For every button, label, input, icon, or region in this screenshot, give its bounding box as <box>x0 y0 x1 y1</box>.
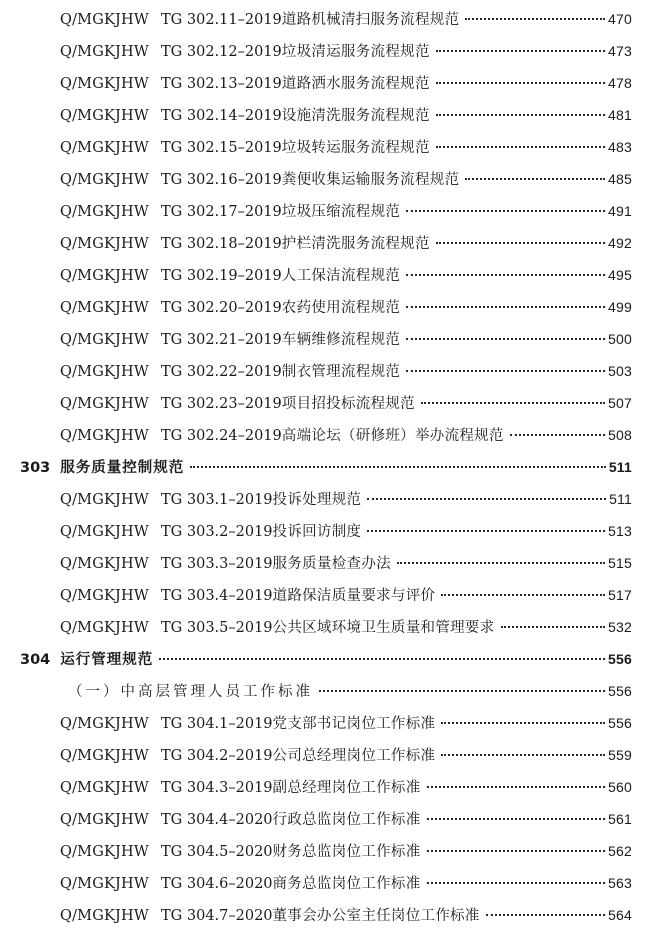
toc-entry[interactable] <box>60 520 632 550</box>
entry-page-number: 478 <box>608 75 632 91</box>
entry-standard-number: TG 304.4–2020 <box>161 812 273 828</box>
entry-title: 服务质量检查办法 <box>272 556 391 572</box>
dot-leader <box>465 18 605 20</box>
entry-page-number: 513 <box>608 523 632 539</box>
entry-page-number: 470 <box>608 11 632 27</box>
entry-title: 公司总经理岗位工作标准 <box>272 748 436 764</box>
entry-standard-number: TG 304.7–2020 <box>161 908 273 924</box>
entry-code: Q/MGKJHW <box>60 300 149 316</box>
entry-title: 垃圾转运服务流程规范 <box>281 140 430 156</box>
toc-entry[interactable] <box>60 488 632 518</box>
entry-title: 商务总监岗位工作标准 <box>272 876 421 892</box>
toc-entry[interactable] <box>60 40 632 70</box>
entry-standard-number: TG 302.24–2019 <box>161 428 282 444</box>
toc-entry[interactable] <box>60 296 632 326</box>
entry-code: Q/MGKJHW <box>60 396 149 412</box>
section-number: 303 <box>20 460 51 476</box>
dot-leader <box>406 338 605 340</box>
dot-leader <box>436 146 605 148</box>
entry-standard-number: TG 303.4–2019 <box>161 588 273 604</box>
entry-standard-number: TG 302.23–2019 <box>161 396 282 412</box>
dot-leader <box>406 306 605 308</box>
entry-code: Q/MGKJHW <box>60 108 149 124</box>
entry-standard-number: TG 304.1–2019 <box>161 716 273 732</box>
entry-standard-number: TG 302.13–2019 <box>161 76 282 92</box>
dot-leader <box>190 466 606 468</box>
dot-leader <box>421 402 605 404</box>
entry-code: Q/MGKJHW <box>60 236 149 252</box>
dot-leader <box>441 722 605 724</box>
entry-page-number: 481 <box>608 107 632 123</box>
entry-standard-number: TG 302.15–2019 <box>161 140 282 156</box>
entry-page-number: 508 <box>608 427 632 443</box>
entry-code: Q/MGKJHW <box>60 204 149 220</box>
dot-leader <box>436 242 605 244</box>
entry-code: Q/MGKJHW <box>60 908 149 924</box>
toc-entry[interactable] <box>60 72 632 102</box>
entry-title: 道路保洁质量要求与评价 <box>272 588 436 604</box>
entry-code: Q/MGKJHW <box>60 876 149 892</box>
entry-code: Q/MGKJHW <box>60 428 149 444</box>
entry-title: 垃圾清运服务流程规范 <box>281 44 430 60</box>
entry-code: Q/MGKJHW <box>60 268 149 284</box>
entry-standard-number: TG 303.5–2019 <box>161 620 273 636</box>
toc-entry[interactable] <box>60 552 632 582</box>
subsection-page-number: 556 <box>608 683 632 699</box>
dot-leader <box>501 626 606 628</box>
entry-title: 副总经理岗位工作标准 <box>272 780 421 796</box>
entry-code: Q/MGKJHW <box>60 780 149 796</box>
entry-page-number: 511 <box>609 491 632 507</box>
toc-entry[interactable] <box>60 360 632 390</box>
toc-entry[interactable] <box>60 104 632 134</box>
dot-leader <box>441 754 605 756</box>
entry-title: 项目招投标流程规范 <box>281 396 415 412</box>
entry-page-number: 517 <box>608 587 632 603</box>
entry-page-number: 491 <box>608 203 632 219</box>
entry-page-number: 563 <box>608 875 632 891</box>
section-title: 服务质量控制规范 <box>60 460 185 476</box>
subsection-title: （一）中高层管理人员工作标准 <box>68 684 313 700</box>
toc-entry[interactable] <box>60 328 632 358</box>
entry-standard-number: TG 304.3–2019 <box>161 780 273 796</box>
entry-standard-number: TG 302.18–2019 <box>161 236 282 252</box>
entry-title: 党支部书记岗位工作标准 <box>272 716 436 732</box>
entry-page-number: 485 <box>608 171 632 187</box>
entry-title: 道路洒水服务流程规范 <box>281 76 430 92</box>
toc-entry[interactable] <box>60 424 632 454</box>
entry-code: Q/MGKJHW <box>60 812 149 828</box>
dot-leader <box>427 818 606 820</box>
entry-code: Q/MGKJHW <box>60 620 149 636</box>
entry-title: 行政总监岗位工作标准 <box>272 812 421 828</box>
entry-code: Q/MGKJHW <box>60 172 149 188</box>
entry-page-number: 500 <box>608 331 632 347</box>
entry-code: Q/MGKJHW <box>60 524 149 540</box>
entry-title: 农药使用流程规范 <box>281 300 401 316</box>
dot-leader <box>441 594 605 596</box>
entry-page-number: 560 <box>608 779 632 795</box>
entry-standard-number: TG 302.20–2019 <box>161 300 282 316</box>
section-title: 运行管理规范 <box>60 652 154 668</box>
entry-standard-number: TG 302.19–2019 <box>161 268 282 284</box>
entry-title: 财务总监岗位工作标准 <box>272 844 421 860</box>
entry-standard-number: TG 304.5–2020 <box>161 844 273 860</box>
entry-page-number: 532 <box>608 619 632 635</box>
dot-leader <box>486 914 605 916</box>
entry-standard-number: TG 302.17–2019 <box>161 204 282 220</box>
entry-title: 粪便收集运输服务流程规范 <box>281 172 460 188</box>
dot-leader <box>436 82 605 84</box>
toc-entry[interactable] <box>60 168 632 198</box>
entry-page-number: 564 <box>608 907 632 923</box>
entry-title: 投诉处理规范 <box>272 492 362 508</box>
toc-subsection-heading[interactable] <box>68 680 632 710</box>
entry-standard-number: TG 303.2–2019 <box>161 524 273 540</box>
entry-page-number: 495 <box>608 267 632 283</box>
entry-page-number: 507 <box>608 395 632 411</box>
entry-page-number: 562 <box>608 843 632 859</box>
entry-standard-number: TG 303.3–2019 <box>161 556 273 572</box>
entry-page-number: 561 <box>608 811 632 827</box>
entry-page-number: 492 <box>608 235 632 251</box>
toc-entry[interactable] <box>60 872 632 902</box>
toc-entry[interactable] <box>60 232 632 262</box>
entry-page-number: 483 <box>608 139 632 155</box>
dot-leader <box>427 882 606 884</box>
entry-title: 护栏清洗服务流程规范 <box>281 236 430 252</box>
dot-leader <box>406 370 605 372</box>
dot-leader <box>427 850 606 852</box>
dot-leader <box>367 498 606 500</box>
entry-title: 制衣管理流程规范 <box>281 364 401 380</box>
entry-title: 人工保洁流程规范 <box>281 268 401 284</box>
section-page-number: 556 <box>608 651 632 667</box>
entry-title: 高端论坛（研修班）举办流程规范 <box>281 428 504 444</box>
entry-standard-number: TG 304.6–2020 <box>161 876 273 892</box>
toc-section-heading[interactable] <box>20 456 632 486</box>
entry-code: Q/MGKJHW <box>60 332 149 348</box>
entry-code: Q/MGKJHW <box>60 12 149 28</box>
entry-standard-number: TG 302.14–2019 <box>161 108 282 124</box>
entry-code: Q/MGKJHW <box>60 748 149 764</box>
toc-entry[interactable] <box>60 136 632 166</box>
entry-title: 车辆维修流程规范 <box>281 332 401 348</box>
entry-standard-number: TG 302.22–2019 <box>161 364 282 380</box>
entry-standard-number: TG 302.11–2019 <box>161 12 282 28</box>
entry-code: Q/MGKJHW <box>60 556 149 572</box>
entry-title: 公共区域环境卫生质量和管理要求 <box>272 620 495 636</box>
entry-title: 设施清洗服务流程规范 <box>281 108 430 124</box>
entry-code: Q/MGKJHW <box>60 588 149 604</box>
toc-entry[interactable] <box>60 808 632 838</box>
entry-code: Q/MGKJHW <box>60 76 149 92</box>
dot-leader <box>436 50 605 52</box>
dot-leader <box>427 786 606 788</box>
toc-entry[interactable] <box>60 744 632 774</box>
dot-leader <box>436 114 605 116</box>
entry-code: Q/MGKJHW <box>60 140 149 156</box>
dot-leader <box>319 690 605 692</box>
entry-page-number: 499 <box>608 299 632 315</box>
dot-leader <box>159 658 605 660</box>
entry-code: Q/MGKJHW <box>60 364 149 380</box>
toc-entry[interactable] <box>60 8 632 38</box>
toc-entry[interactable] <box>60 264 632 294</box>
entry-title: 垃圾压缩流程规范 <box>281 204 401 220</box>
entry-standard-number: TG 302.12–2019 <box>161 44 282 60</box>
entry-title: 董事会办公室主任岗位工作标准 <box>272 908 480 924</box>
entry-title: 投诉回访制度 <box>272 524 362 540</box>
toc-entry[interactable] <box>60 840 632 870</box>
toc-entry[interactable] <box>60 904 632 934</box>
entry-standard-number: TG 302.21–2019 <box>161 332 282 348</box>
toc-entry[interactable] <box>60 584 632 614</box>
entry-code: Q/MGKJHW <box>60 44 149 60</box>
toc-entry[interactable] <box>60 712 632 742</box>
dot-leader <box>406 274 605 276</box>
entry-page-number: 503 <box>608 363 632 379</box>
entry-page-number: 515 <box>608 555 632 571</box>
entry-code: Q/MGKJHW <box>60 492 149 508</box>
entry-page-number: 559 <box>608 747 632 763</box>
entry-page-number: 473 <box>608 43 632 59</box>
entry-code: Q/MGKJHW <box>60 716 149 732</box>
entry-standard-number: TG 304.2–2019 <box>161 748 273 764</box>
dot-leader <box>406 210 605 212</box>
dot-leader <box>397 562 605 564</box>
dot-leader <box>367 530 605 532</box>
toc-entry[interactable] <box>60 776 632 806</box>
toc-entry[interactable] <box>60 392 632 422</box>
dot-leader <box>465 178 605 180</box>
toc-entry[interactable] <box>60 200 632 230</box>
entry-title: 道路机械清扫服务流程规范 <box>281 12 460 28</box>
section-page-number: 511 <box>608 459 632 475</box>
toc-entry[interactable] <box>60 616 632 646</box>
entry-page-number: 556 <box>608 715 632 731</box>
entry-code: Q/MGKJHW <box>60 844 149 860</box>
toc-section-heading[interactable] <box>20 648 632 678</box>
entry-standard-number: TG 303.1–2019 <box>161 492 273 508</box>
entry-standard-number: TG 302.16–2019 <box>161 172 282 188</box>
dot-leader <box>510 434 605 436</box>
section-number: 304 <box>20 652 51 668</box>
